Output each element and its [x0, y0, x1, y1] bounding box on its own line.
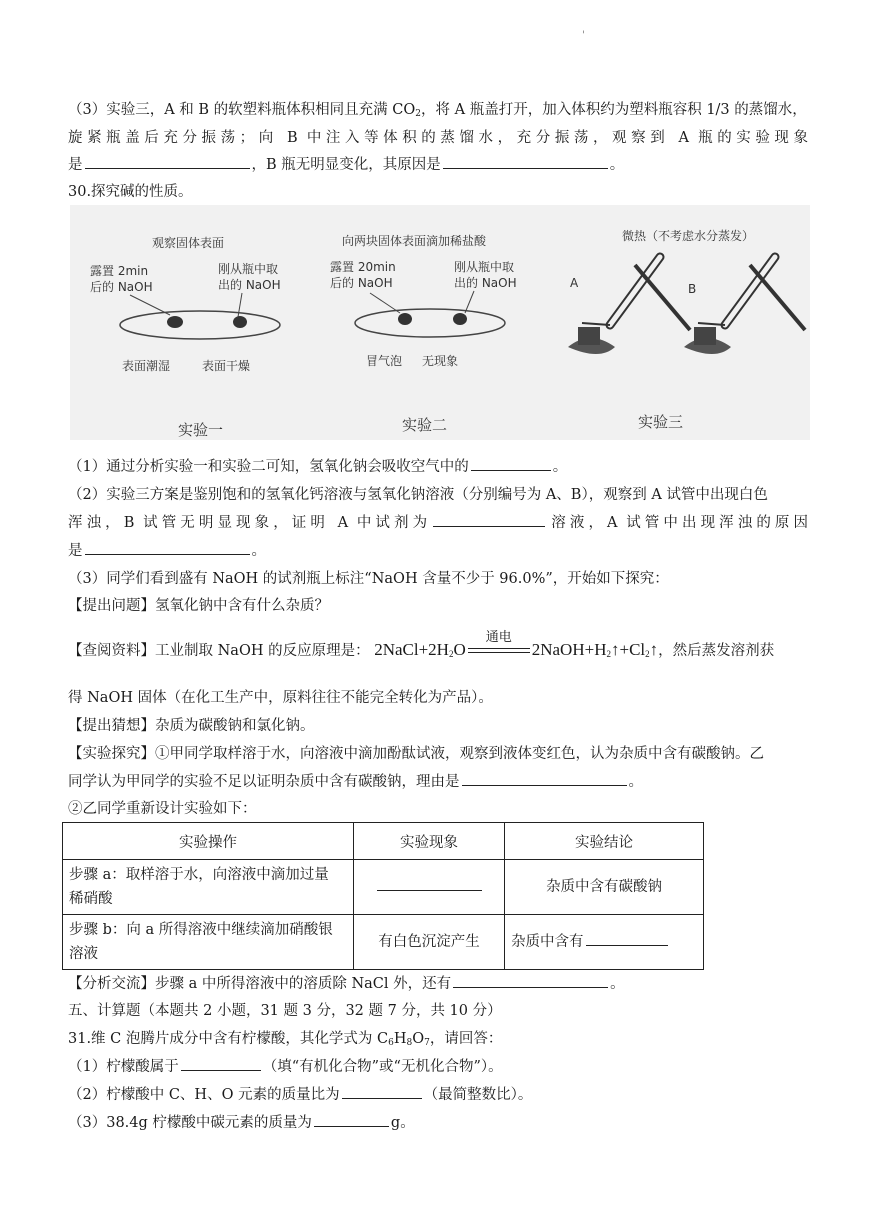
exp2-bottom-left: 冒气泡: [366, 354, 403, 368]
watch-glass-1: [120, 311, 280, 339]
question-31-stem: 31.维 C 泡腾片成分中含有柠檬酸，其化学式为 $C_6H_8O_7$，请回答：: [68, 1031, 503, 1048]
exp3-title: 微热（不考虑水分蒸发）: [622, 229, 755, 243]
experiment-illustration: [70, 205, 810, 440]
q29-3-line1: （3）实验三，A 和 B 的软塑料瓶体积相同且充满 $CO_2$，将 A 瓶盖打开，加入体积约为塑料瓶容积 1/3 的蒸馏水，: [68, 102, 807, 119]
header-conclusion: 实验结论: [505, 823, 704, 860]
q30-2-line2: 浑浊，B 试管无明显现象，证明 A 中试剂为 溶液，A 试管中出现浑浊的原因: [68, 511, 808, 535]
q30-3: （3）同学们看到盛有 NaOH 的试剂瓶上标注“NaOH 含量不少于 96.0%”，开始如下探究：: [68, 571, 669, 587]
naoh-solid-bubbling: [398, 313, 412, 325]
chemical-equation: $2NaCl+2H_2O$ 通电 $2NaOH+H_2↑+Cl_2↑$: [374, 629, 659, 659]
q29-3-line3: 是 ，B 瓶无明显变化，其原因是 。: [68, 153, 808, 177]
q29-3-line2: 旋紧瓶盖后充分振荡；向 B 中注入等体积的蒸馏水，充分振荡，观察到 A 瓶的实验现象: [68, 130, 808, 146]
exp2-caption: 实验二: [402, 416, 448, 434]
answer-blank[interactable]: [85, 154, 250, 169]
explore-line1: 【实验探究】①甲同学取样溶于水，向溶液中滴加酚酞试液，观察到液体变红色，认为杂质中含有碳酸钠。乙: [68, 746, 764, 762]
svg-text:后的 NaOH: 后的 NaOH: [90, 280, 153, 294]
answer-blank[interactable]: [377, 876, 482, 891]
info-equation-line: 【查阅资料】工业制取 NaOH 的反应原理是： $2NaCl+2H_2O$ 通电 $2NaOH+H_2↑+Cl_2↑$，然后蒸发溶剂获: [68, 629, 775, 659]
guess: 【提出猜想】杂质为碳酸钠和氯化钠。: [68, 718, 315, 734]
row1-phenomenon: [354, 860, 505, 915]
question-30-title: 30.探究碱的性质。: [68, 184, 193, 200]
exp1-bottom-right: 表面干燥: [202, 359, 251, 373]
q30-2-line1: （2）实验三方案是鉴别饱和的氢氧化钙溶液与氢氧化钠溶液（分别编号为 A、B），观察到 A 试管中出现白色: [68, 487, 768, 503]
exp3-label-a: A: [570, 276, 579, 290]
answer-blank[interactable]: [314, 1112, 389, 1127]
answer-blank[interactable]: [85, 540, 250, 555]
row1-conclusion: 杂质中含有碳酸钠: [505, 860, 704, 915]
exp2-left-label: 露置 20min: [330, 260, 396, 274]
analysis: 【分析交流】步骤 a 中所得溶液中的溶质除 NaCl 外，还有 。: [68, 972, 808, 996]
q30-2-line3: 是 。: [68, 539, 808, 563]
row2-conclusion: 杂质中含有: [505, 915, 704, 970]
answer-blank[interactable]: [433, 512, 545, 527]
naoh-solid-moist: [167, 316, 183, 328]
ask-question: 【提出问题】氢氧化钠中含有什么杂质？: [68, 598, 329, 614]
answer-blank[interactable]: [181, 1056, 261, 1071]
explore-line2: 同学认为甲同学的实验不足以证明杂质中含有碳酸钠，理由是 。: [68, 770, 808, 794]
row2-phenomenon: 有白色沉淀产生: [354, 915, 505, 970]
answer-blank[interactable]: [453, 973, 608, 988]
svg-text:出的 NaOH: 出的 NaOH: [454, 276, 517, 290]
section-5-heading: 五、计算题（本题共 2 小题，31 题 3 分，32 题 7 分，共 10 分）: [68, 1003, 502, 1019]
header-operation: 实验操作: [63, 823, 354, 860]
answer-blank[interactable]: [586, 931, 668, 946]
test-tube-b-setup: [684, 257, 805, 354]
reaction-arrow: 通电: [468, 645, 530, 657]
exp2-bottom-right: 无现象: [422, 354, 459, 368]
exp3-caption: 实验三: [638, 413, 684, 431]
exp3-label-b: B: [688, 282, 697, 296]
answer-blank[interactable]: [443, 154, 608, 169]
explore-line3: ②乙同学重新设计实验如下：: [68, 801, 257, 817]
q31-1: （1）柠檬酸属于 （填“有机化合物”或“无机化合物”）。: [68, 1055, 808, 1079]
watch-glass-2: [355, 309, 505, 337]
naoh-solid-dry: [233, 316, 247, 328]
experiment-table: [62, 822, 704, 970]
test-tube-a-setup: [568, 257, 690, 354]
row2-operation: 步骤 b：向 a 所得溶液中继续滴加硝酸银 溶液: [63, 915, 354, 970]
table-row: [63, 860, 704, 915]
q31-3: （3）38.4g 柠檬酸中碳元素的质量为 g。: [68, 1111, 808, 1135]
row1-operation: 步骤 a：取样溶于水，向溶液中滴加过量 稀硝酸: [63, 860, 354, 915]
answer-blank[interactable]: [342, 1084, 422, 1099]
exp1-right-label: 刚从瓶中取: [218, 262, 279, 276]
experiment-figure: [70, 205, 810, 440]
naoh-solid-no-change: [453, 313, 467, 325]
header-phenomenon: 实验现象: [354, 823, 505, 860]
exp1-left-label: 露置 2min: [90, 264, 149, 278]
exp1-title: 观察固体表面: [152, 236, 225, 250]
q30-1: （1）通过分析实验一和实验二可知，氢氧化钠会吸收空气中的 。: [68, 455, 808, 479]
info-line2: 得 NaOH 固体（在化工生产中，原料往往不能完全转化为产品）。: [68, 690, 493, 706]
answer-blank[interactable]: [471, 456, 551, 471]
exp1-caption: 实验一: [178, 421, 224, 439]
table-row: [63, 915, 704, 970]
table-header-row: [63, 823, 704, 860]
answer-blank[interactable]: [462, 771, 627, 786]
exp2-title: 向两块固体表面滴加稀盐酸: [342, 234, 487, 248]
exp2-right-label: 刚从瓶中取: [454, 260, 515, 274]
svg-text:出的 NaOH: 出的 NaOH: [218, 278, 281, 292]
svg-text:后的 NaOH: 后的 NaOH: [330, 276, 393, 290]
exp1-bottom-left: 表面潮湿: [122, 359, 171, 373]
q31-2: （2）柠檬酸中 C、H、O 元素的质量比为 （最简整数比）。: [68, 1083, 808, 1107]
page-mark: ': [582, 30, 585, 41]
